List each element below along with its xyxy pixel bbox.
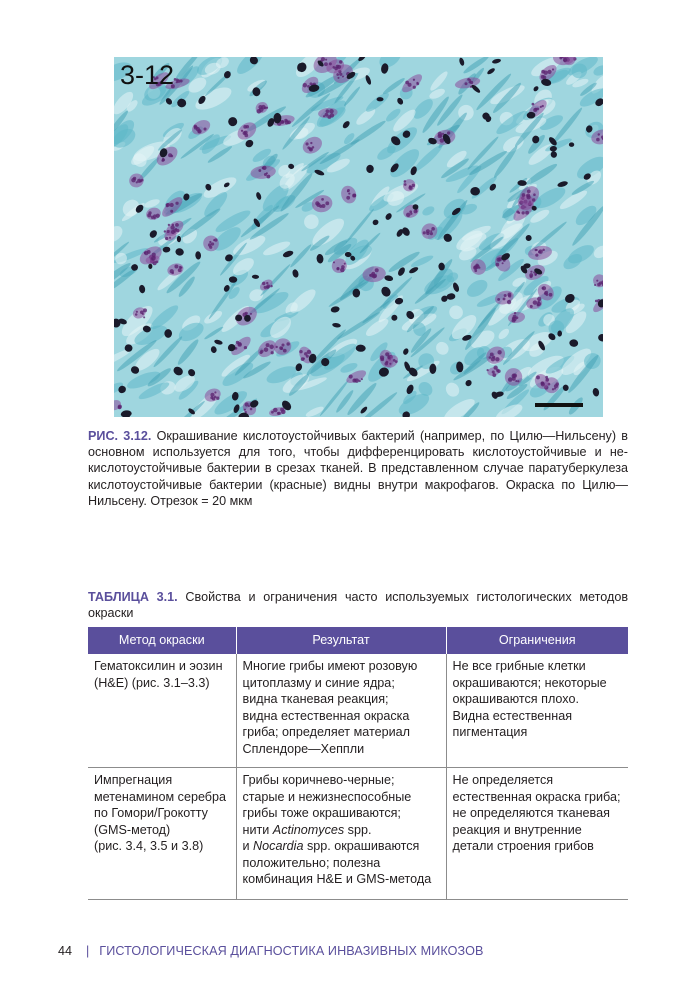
staining-methods-table: [88, 627, 628, 900]
running-title: ГИСТОЛОГИЧЕСКАЯ ДИАГНОСТИКА ИНВАЗИВНЫХ МИКОЗОВ: [99, 944, 484, 958]
genus-name: Nocardia: [253, 839, 304, 853]
text-run: spp.: [344, 822, 372, 837]
text-run: spp. окрашиваются: [303, 839, 420, 853]
method-cell: [88, 654, 236, 768]
cell-line: окрашиваются; некоторые: [452, 675, 607, 690]
caption-line-5: Нильсену. Отрезок = 20 мкм: [88, 493, 253, 508]
cell-line: Грибы коричнево-черные;: [242, 773, 395, 787]
cell-line: Видна естественная: [452, 708, 573, 723]
header-method: Метод окраски: [88, 627, 236, 654]
text-run: и: [242, 839, 254, 853]
cell-line: не определяются тканевая: [452, 806, 610, 820]
cell-line: [243, 838, 440, 855]
table-title: [88, 589, 628, 621]
cell-line: детали строения грибов: [452, 839, 594, 853]
micrograph-figure: [114, 57, 603, 417]
header-limits: Ограничения: [446, 627, 628, 654]
cell-line: цитоплазму и синие ядра;: [242, 675, 395, 690]
table-title-line-2: окраски: [88, 606, 134, 620]
table-header-row: [88, 627, 628, 654]
cell-line: пигментация: [452, 725, 528, 739]
limits-cell: [446, 768, 628, 900]
cell-line: Импрегнация: [94, 773, 173, 787]
cell-line: по Гомори/Грокотту: [94, 806, 208, 820]
table-row: [88, 768, 628, 900]
cell-line: Не все грибные клетки: [452, 659, 586, 673]
cell-line: Не определяется: [452, 773, 554, 787]
caption-line-3: кислотоустойчивые бактерии в срезах тканей. В представленном случае паратуберкулеза: [88, 461, 628, 476]
cell-line: Многие грибы имеют розовую: [242, 659, 418, 673]
cell-line: (рис. 3.4, 3.5 и 3.8): [94, 839, 204, 853]
cell-line: (H&E) (рис. 3.1–3.3): [94, 675, 210, 690]
header-result: Результат: [236, 627, 446, 654]
table-row: [88, 654, 628, 768]
figure-caption: [88, 428, 628, 509]
footer-separator: |: [86, 944, 90, 958]
cell-line: комбинация H&E и GMS-метода: [242, 872, 432, 886]
cell-line: Сплендоре—Хеппли: [242, 741, 365, 756]
cell-line: видна тканевая реакция;: [242, 692, 389, 706]
cell-line: (GMS-метод): [94, 822, 171, 837]
result-cell: [236, 768, 446, 900]
genus-name: Actinomyces: [272, 822, 345, 837]
caption-line-4: кислотоустойчивые бактерии (красные) видны внутри макрофагов. Окраска по Цилю—: [88, 477, 628, 492]
cell-line: окрашиваются плохо.: [452, 692, 579, 706]
cell-line: Гематоксилин и эозин: [94, 659, 223, 673]
figure-ref: РИС. 3.12.: [88, 429, 152, 443]
cell-line: метенамином серебра: [94, 789, 227, 804]
scale-bar: [535, 403, 583, 407]
figure-label: 3-12: [120, 60, 175, 90]
method-cell: [88, 768, 236, 900]
cell-line: гриба; определяет материал: [242, 725, 410, 739]
cell-line: видна естественная окраска: [242, 708, 410, 723]
table-title-line-1: Свойства и ограничения часто используемых гистологических методов: [185, 590, 629, 604]
cell-line: грибы тоже окрашиваются;: [242, 806, 401, 820]
cell-line: старые и нежизнеспособные: [242, 789, 412, 804]
limits-cell: [446, 654, 628, 768]
page-number: 44: [58, 944, 73, 958]
cell-line: положительно; полезна: [242, 855, 381, 870]
cell-line: естественная окраска гриба;: [452, 789, 621, 804]
caption-line-1: Окрашивание кислотоустойчивых бактерий (например, по Цилю—Нильсену): [156, 429, 617, 443]
page-footer: [58, 944, 484, 958]
text-run: нити: [242, 822, 273, 837]
table-ref: ТАБЛИЦА 3.1.: [88, 590, 178, 604]
cell-line: [243, 822, 440, 839]
micrograph-image: [114, 57, 603, 417]
caption-line-2: в основном используется для того, чтобы дифференцировать кислотоустойчивые и не-: [88, 429, 628, 460]
cell-line: реакция и внутренние: [452, 822, 582, 837]
result-cell: [236, 654, 446, 768]
